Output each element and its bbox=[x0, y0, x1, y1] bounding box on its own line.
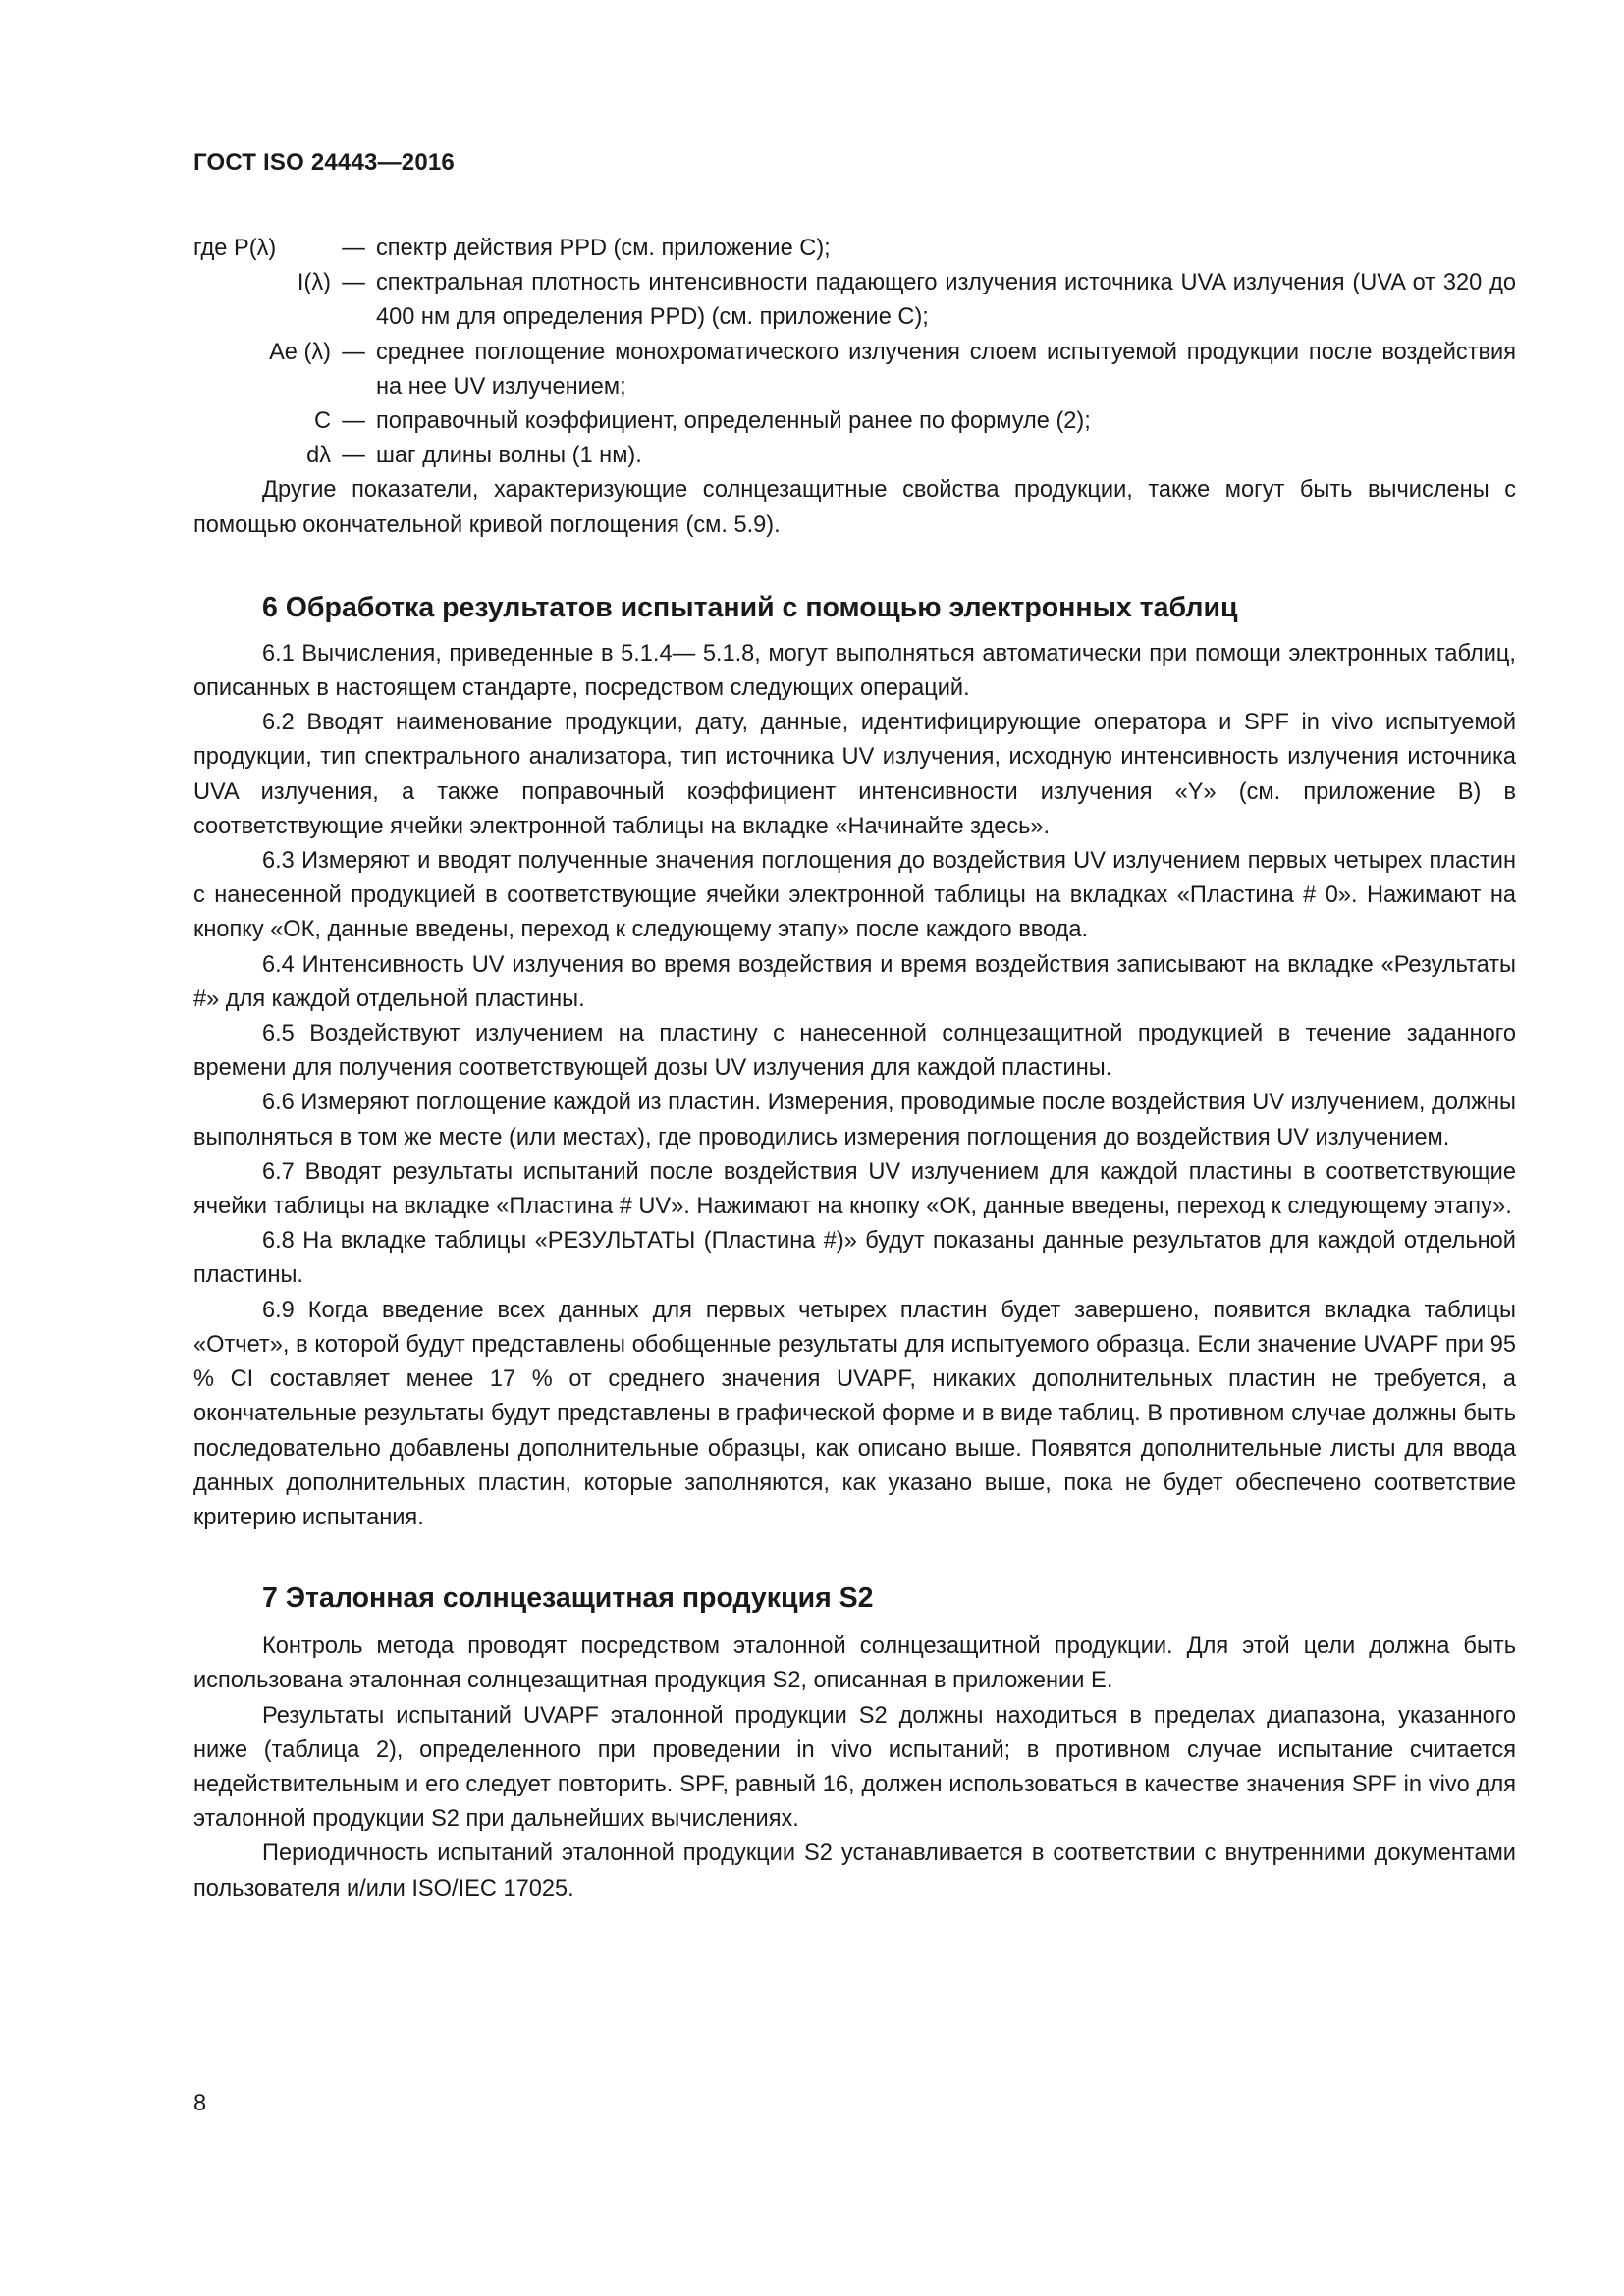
definition-dash: — bbox=[342, 443, 365, 469]
paragraph-7-2: Результаты испытаний UVAPF эталонной продукции S2 должны находиться в пределах диапазона, указанного ниже (таблица 2), определенного при проведении in vivo испытаний; в противном случае испытание считается недействительным и его следует повторить. SPF, равный 16, должен использоваться в качестве значения SPF in vivo для эталонной продукции S2 при дальнейших вычислениях. bbox=[193, 1702, 1516, 1833]
definition-row bbox=[193, 266, 1516, 335]
definition-row bbox=[193, 232, 1516, 266]
definition-row bbox=[193, 439, 1516, 473]
section-7-title: 7 Эталонная солнцезащитная продукция S2 bbox=[262, 1582, 874, 1615]
definition-dash: — bbox=[342, 270, 365, 296]
paragraph-7-3: Периодичность испытаний эталонной продукции S2 устанавливается в соответствии с внутренними документами пользователя и/или ISO/IEC 17025. bbox=[193, 1841, 1516, 1901]
definition-text: спектральная плотность интенсивности падающего излучения источника UVA излучения (UVA от 320 до 400 нм для определения PPD) (см. приложение С); bbox=[376, 270, 1516, 331]
definition-text: шаг длины волны (1 нм). bbox=[376, 443, 642, 469]
definition-dash: — bbox=[342, 408, 365, 435]
definition-dash: — bbox=[342, 236, 365, 261]
paragraph-6-5: 6.5 Воздействуют излучением на пластину с нанесенной солнцезащитной продукцией в течение заданного времени для получения соответствующей дозы UV излучения для каждой пластины. bbox=[193, 1021, 1516, 1082]
paragraph-6-7: 6.7 Вводят результаты испытаний после воздействия UV излучением для каждой пластины в соответствующие ячейки таблицы на вкладке «Пластина # UV». Нажимают на кнопку «ОК, данные введены, переход к следующему этапу». bbox=[193, 1158, 1516, 1220]
page-number: 8 bbox=[193, 2091, 207, 2116]
definition-symbol: C bbox=[313, 408, 331, 435]
paragraph-6-8: 6.8 На вкладке таблицы «РЕЗУЛЬТАТЫ (Пластина #)» будут показаны данные результатов для каждой отдельной пластины. bbox=[193, 1228, 1516, 1289]
paragraph-6-4: 6.4 Интенсивность UV излучения во время воздействия и время воздействия записывают на вкладке «Результаты #» для каждой отдельной пластины. bbox=[193, 951, 1516, 1012]
definition-text: спектр действия PPD (см. приложение С); bbox=[376, 236, 831, 261]
definition-row bbox=[193, 336, 1516, 404]
definition-symbol: I(λ) bbox=[297, 270, 331, 296]
symbol-definitions bbox=[193, 232, 1516, 473]
definition-row bbox=[193, 404, 1516, 439]
paragraph-6-9: 6.9 Когда введение всех данных для первых четырех пластин будет завершено, появится вкладка таблицы «Отчет», в которой будут представлены обобщенные результаты для испытуемого образца. Если значение UVAPF при 95 % CI составляет менее 17 % от среднего значения UVAPF, никаких дополнительных пластин не требуется, а окончательные результаты будут представлены в графической форме и в виде таблиц. В противном случае должны быть последовательно добавлены дополнительные образцы, как описано выше. Появятся дополнительные листы для ввода данных дополнительных пластин, которые заполняются, как указано выше, пока не будет обеспечено соответствие критерию испытания. bbox=[193, 1297, 1516, 1530]
definition-symbol: dλ bbox=[306, 443, 331, 469]
paragraph-6-3: 6.3 Измеряют и вводят полученные значения поглощения до воздействия UV излучением первых четырех пластин с нанесенной продукцией в соответствующие ячейки электронной таблицы на вкладках «Пластина # 0». Нажимают на кнопку «ОК, данные введены, переход к следующему этапу» после каждого ввода. bbox=[193, 848, 1516, 943]
definition-dash: — bbox=[342, 339, 365, 365]
paragraph-6-1: 6.1 Вычисления, приведенные в 5.1.4— 5.1.8, могут выполняться автоматически при помощи электронных таблиц, описанных в настоящем стандарте, посредством следующих операций. bbox=[193, 640, 1516, 702]
page-content bbox=[193, 232, 1516, 1906]
document-header: ГОСТ ISO 24443—2016 bbox=[193, 149, 455, 176]
paragraph-6-6: 6.6 Измеряют поглощение каждой из пластин. Измерения, проводимые после воздействия UV излучением, должны выполняться в том же месте (или местах), где проводились измерения поглощения до воздействия UV излучением. bbox=[193, 1090, 1516, 1150]
paragraph-7-1: Контроль метода проводят посредством эталонной солнцезащитной продукции. Для этой цели должна быть использована эталонная солнцезащитная продукция S2, описанная в приложении Е. bbox=[193, 1633, 1516, 1694]
definition-symbol: где P(λ) bbox=[193, 236, 277, 261]
intro-paragraph: Другие показатели, характеризующие солнцезащитные свойства продукции, также могут быть вычислены с помощью окончательной кривой поглощения (см. 5.9). bbox=[193, 477, 1516, 538]
definition-text: среднее поглощение монохроматического излучения слоем испытуемой продукции после воздействия на нее UV излучением; bbox=[376, 339, 1516, 400]
definition-symbol: Ae (λ) bbox=[269, 339, 331, 365]
section-6-title: 6 Обработка результатов испытаний с помощью электронных таблиц bbox=[262, 591, 1238, 623]
paragraph-6-2: 6.2 Вводят наименование продукции, дату, данные, идентифицирующие оператора и SPF in vivo испытуемой продукции, тип спектрального анализатора, тип источника UV излучения, исходную интенсивность излучения источника UVA излучения, а также поправочный коэффициент интенсивности излучения «Y» (см. приложение В) в соответствующие ячейки электронной таблицы на вкладке «Начинайте здесь». bbox=[193, 710, 1516, 839]
definition-text: поправочный коэффициент, определенный ранее по формуле (2); bbox=[376, 408, 1091, 435]
